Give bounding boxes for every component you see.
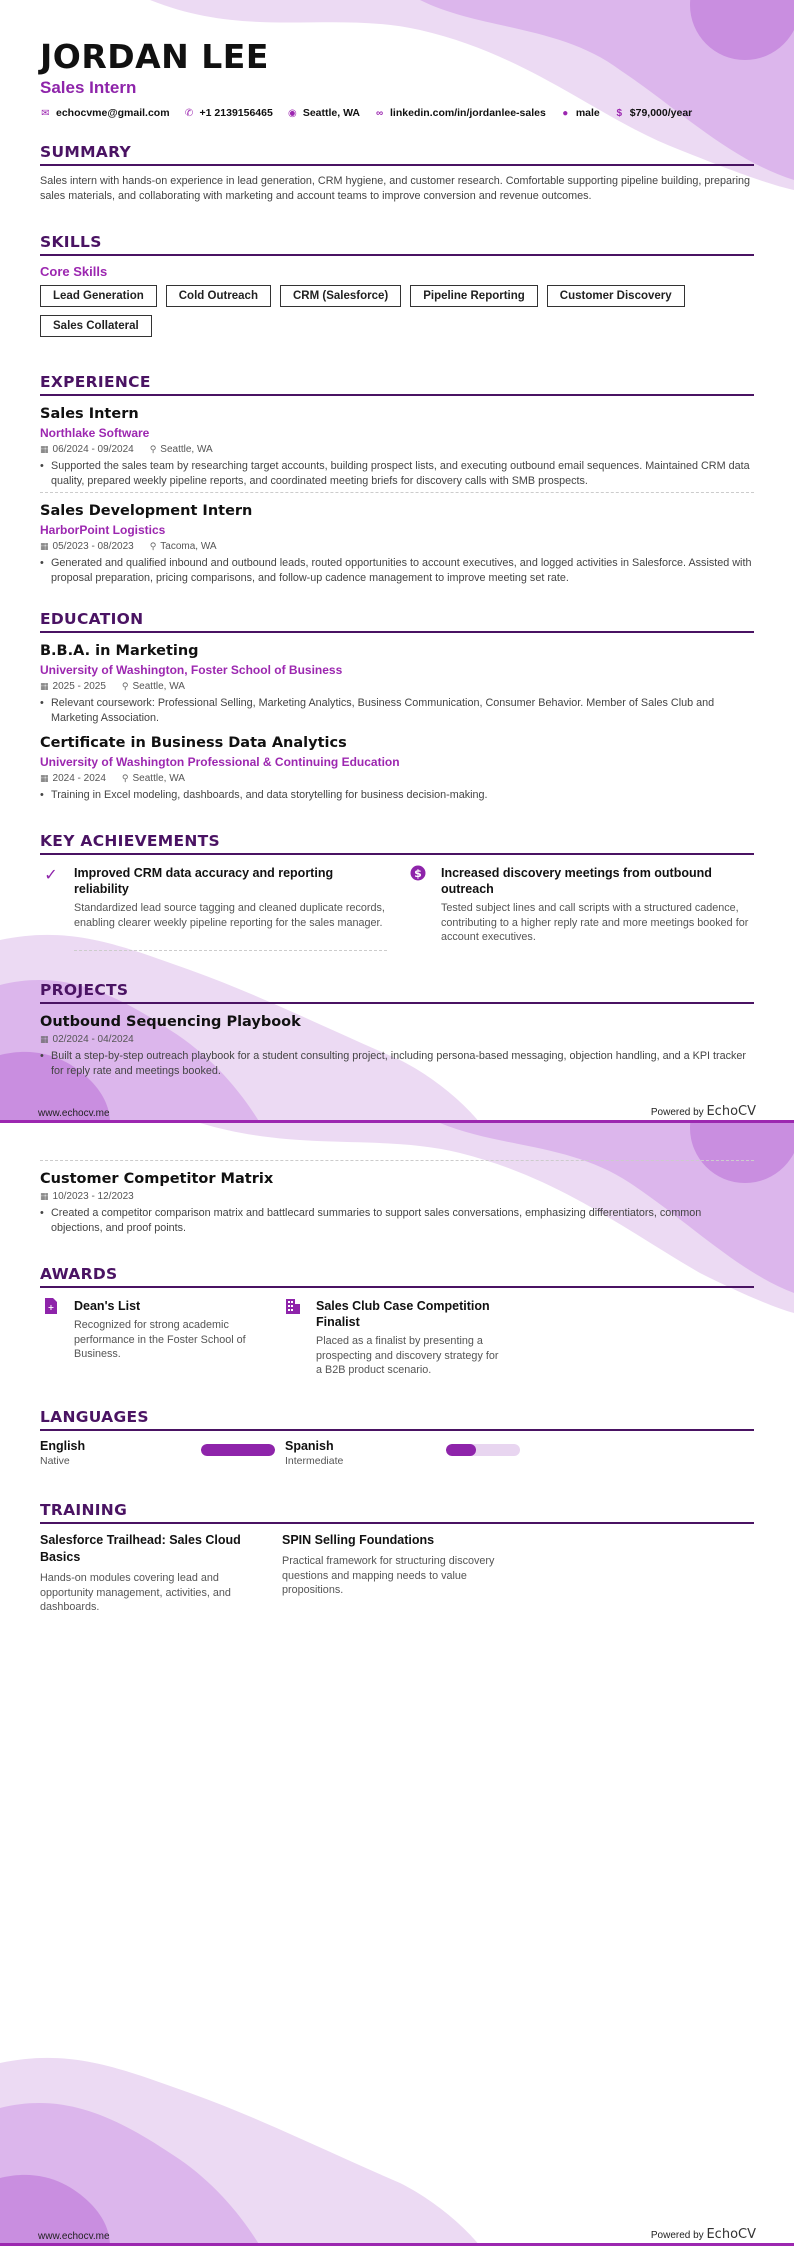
section-title: PROJECTS [40,981,754,1004]
company-name: Northlake Software [40,426,150,440]
training-item [40,1532,262,1615]
section-title: KEY ACHIEVEMENTS [40,832,754,855]
calendar-icon: ▦ [40,444,49,454]
languages-section [40,1408,754,1467]
candidate-role: Sales Intern [40,78,137,97]
section-title: LANGUAGES [40,1408,754,1431]
calendar-icon: ▦ [40,681,49,691]
entry-meta: ▦ 2024 - 2024 ⚲ Seattle, WA [40,773,185,784]
company-name: HarborPoint Logistics [40,523,166,537]
award-text: Placed as a finalist by presenting a prospecting and discovery strategy for a B2B product scenario. [316,1335,499,1376]
language-name: English [40,1439,86,1453]
entry-meta: ▦ 05/2023 - 08/2023 ⚲ Tacoma, WA [40,541,217,552]
achievement-item [407,865,754,951]
project-entry [40,1014,754,1078]
skill-chip: Cold Outreach [166,285,271,307]
achievement-title: Improved CRM data accuracy and reporting reliability [74,866,334,896]
entry-bullet: • Built a step-by-step outreach playbook for a student consulting project, including persona-based messaging, objection handling, and a KPI tracker for reply rate and meetings booked. [40,1049,754,1078]
page-footer [38,2227,756,2242]
summary-section [40,143,754,204]
achievement-title: Increased discovery meetings from outbound outreach [441,866,712,896]
awards-section [40,1265,754,1378]
section-title: EDUCATION [40,610,754,633]
language-proficiency-fill [201,1444,275,1456]
skill-chip: Lead Generation [40,285,157,307]
person-icon: ● [562,107,569,119]
contact-linkedin[interactable]: ∞ linkedin.com/in/jordanlee-sales [375,107,546,119]
entry-divider [40,1160,754,1161]
skill-chip: Sales Collateral [40,315,152,337]
link-icon: ∞ [375,107,384,119]
calendar-icon: ▦ [40,773,49,783]
award-text: Recognized for strong academic performance in the Foster School of Business. [74,1319,246,1360]
section-title: EXPERIENCE [40,373,754,396]
contact-phone[interactable]: ✆ +1 2139156465 [184,107,273,119]
entry-bullet: • Relevant coursework: Professional Selling, Marketing Analytics, Business Communication, Consumer Behavior. Member of Sales Club and Marketing Association. [40,696,754,725]
training-title: Salesforce Trailhead: Sales Cloud Basics [40,1533,241,1564]
award-item [282,1298,504,1378]
entry-meta: ▦ 02/2024 - 04/2024 [40,1034,134,1045]
language-item [285,1439,520,1467]
location-pin-icon: ⚲ [149,444,157,454]
training-text: Practical framework for structuring discovery questions and mapping needs to value propositions. [282,1555,495,1596]
entry-bullet: • Training in Excel modeling, dashboards, and data storytelling for business decision-making. [40,788,754,803]
location-pin-icon: ⚲ [121,681,129,691]
training-item [282,1532,504,1615]
footer-site-link[interactable]: www.echocv.me [38,2231,110,2242]
entry-bullet: • Supported the sales team by researching target accounts, building prospect lists, and executing outbound email sequences. Maintained CRM data quality, prepared weekly pipeline reports, and coordinated meeting briefs for discovery calls with SMB prospects. [40,459,754,488]
award-title: Dean's List [74,1299,141,1313]
entry-meta: ▦ 2025 - 2025 ⚲ Seattle, WA [40,681,185,692]
contact-gender: ● male [560,107,600,119]
candidate-name: JORDAN LEE [40,37,269,76]
section-title: AWARDS [40,1265,754,1288]
job-title: Sales Intern [40,406,139,422]
language-item [40,1439,275,1467]
entry-meta: ▦ 06/2024 - 09/2024 ⚲ Seattle, WA [40,444,213,455]
projects-section-continued [40,1160,754,1235]
school-name: University of Washington, Foster School of Business [40,663,343,677]
location-pin-icon: ⚲ [121,773,129,783]
svg-text:$: $ [414,867,422,880]
section-title: SUMMARY [40,143,754,166]
skills-group-title: Core Skills [40,264,108,279]
training-title: SPIN Selling Foundations [282,1533,435,1547]
brand-logo: EchoCV [706,2227,756,2242]
achievement-text: Tested subject lines and call scripts with a structured cadence, contributing to a higher reply rate and more meetings booked for account executives. [441,902,749,943]
location-icon: ◉ [287,107,297,119]
svg-text:+: + [47,1303,55,1312]
project-title: Outbound Sequencing Playbook [40,1014,301,1030]
entry-divider [40,492,754,493]
training-section [40,1501,754,1615]
job-title: Sales Development Intern [40,503,253,519]
education-entry [40,735,754,803]
entry-bullet: • Created a competitor comparison matrix and battlecard summaries to support sales conversations, emphasizing differentiators, common objections, and proof points. [40,1206,754,1235]
education-entry [40,643,754,725]
contact-email[interactable]: ✉ echocvme@gmail.com [41,107,170,119]
experience-entry [40,406,754,493]
contact-salary: $ $79,000/year [614,107,692,119]
skills-chip-list [40,285,754,337]
entry-meta: ▦ 10/2023 - 12/2023 [40,1191,134,1202]
calendar-icon: ▦ [40,541,49,551]
degree-title: B.B.A. in Marketing [40,643,199,659]
section-title: TRAINING [40,1501,754,1524]
skill-chip: CRM (Salesforce) [280,285,401,307]
powered-by: Powered by EchoCV [650,2227,756,2242]
skill-chip: Pipeline Reporting [410,285,538,307]
dollar-coin-icon [407,865,429,951]
contact-bar [40,107,754,119]
skills-section [40,233,754,337]
page-footer [38,1104,756,1119]
email-icon: ✉ [41,107,50,119]
language-level: Intermediate [285,1455,344,1467]
projects-section [40,981,754,1078]
experience-entry [40,503,754,585]
brand-logo: EchoCV [706,1104,756,1119]
award-title: Sales Club Case Competition Finalist [316,1299,490,1329]
location-pin-icon: ⚲ [149,541,157,551]
footer-site-link[interactable]: www.echocv.me [38,1108,110,1119]
checkmark-icon: ✓ [44,867,58,884]
training-text: Hands-on modules covering lead and opportunity management, activities, and dashboards. [40,1572,231,1613]
experience-section [40,373,754,585]
building-icon [282,1298,304,1378]
document-award-icon [40,1298,62,1378]
degree-title: Certificate in Business Data Analytics [40,735,347,751]
entry-bullet: • Generated and qualified inbound and outbound leads, routed opportunities to account executives, and logged activities in Salesforce. Assisted with proposal preparation, pricing comparisons, and follow-up cadence management to improve meeting set rate. [40,556,754,585]
achievements-section [40,832,754,951]
calendar-icon: ▦ [40,1191,49,1201]
salary-icon: $ [616,107,623,119]
project-entry [40,1171,754,1235]
contact-location: ◉ Seattle, WA [287,107,361,119]
language-proficiency-fill [446,1444,476,1456]
skill-chip: Customer Discovery [547,285,685,307]
phone-icon: ✆ [184,107,194,119]
achievement-text: Standardized lead source tagging and cleaned duplicate records, enabling clearer weekly pipeline reporting for the sales manager. [74,902,385,929]
school-name: University of Washington Professional & Continuing Education [40,755,400,769]
powered-by: Powered by EchoCV [650,1104,756,1119]
language-name: Spanish [285,1439,334,1453]
resume-page-2 [0,1123,794,2246]
calendar-icon: ▦ [40,1034,49,1044]
summary-text: Sales intern with hands-on experience in lead generation, CRM hygiene, and customer research. Comfortable supporting pipeline building, preparing sales materials, and collaborating with marketing and account teams to improve conversion and revenue outcomes. [40,175,751,202]
section-title: SKILLS [40,233,754,256]
language-proficiency-bar [446,1444,520,1456]
education-section [40,610,754,803]
project-title: Customer Competitor Matrix [40,1171,274,1187]
award-item [40,1298,262,1378]
language-proficiency-bar [201,1444,275,1456]
achievement-item [40,865,387,951]
language-level: Native [40,1455,70,1467]
